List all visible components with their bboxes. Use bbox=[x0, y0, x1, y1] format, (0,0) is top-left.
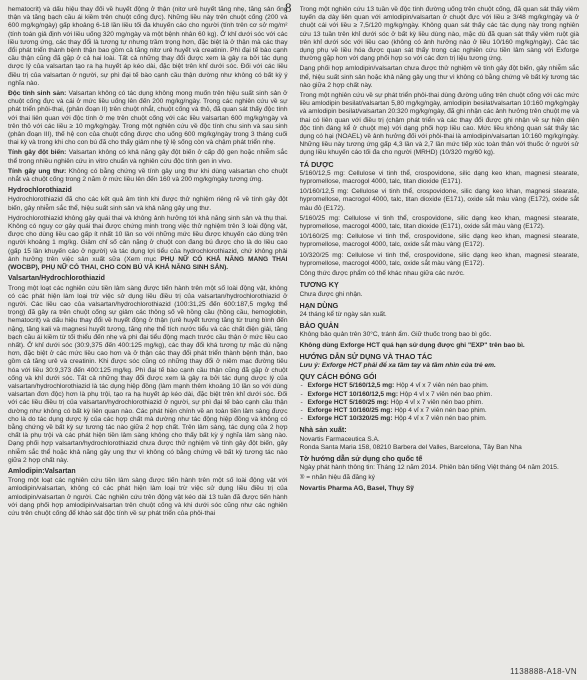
amlodipin-valsartan-paragraph: Trong một loạt các nghiên cứu tiền lâm sàng được tiến hành trên một số loài động vật với amlodipin/valsartan, không có các phát hiện làm loại trừ việc sử dụng liều điều trị của amlodipin/valsartan ở người. Các nghiên cứu trên động vật kéo dài 13 tuần đã được tiến hành với dạng phối hợp amlodipin/valsartan trên chuột cống và khi dưới sóc cũng như các nghiên cứu trên chuột cống để khảo sát độc tính về sự phát triển của phôi-thai bbox=[8, 477, 288, 517]
right-paragraph-3: Trong một nghiên cứu về sự phát triển phôi-thai dùng đường uống trên chuột cống với các mức liều amlodipin besilat/valsartan 5,80 mg/kg/ngày, amlodipin besilat/valsartan 10:160 mg/kg/ngày và amlodipin besilat/valsartan 20:320 mg/kg/ngày, đã ghi nhận các ảnh hưởng trên chuột mẹ và thai có liên quan với điều trị (chậm phát triển và các thay đổi được ghi nhận về sự hiện diện độc tính đáng kể ở chuột mẹ) với dạng phối hợp liều cao. Mức liều không quan sát thấy tác dụng có hại (NOAEL) về ảnh hưởng đối với phôi-thai là amlodipin/valsartan 10:160 mg/kg/ngày. Những liều này tương ứng gấp 4,3 lần và 2,7 lần mức tiếp xúc toàn thân với thuốc ở người sử dụng liều khuyến cáo tối đa cho người (MRHD) (10/320 mg/60 kg). bbox=[299, 92, 579, 157]
right-intro-paragraph: Trong một nghiên cứu 13 tuần về độc tính đường uống trên chuột cống, đã quan sát thấy viêm tuyến dạ dày liên quan với amlodipin/valsartan ở chuột đực với liều ≥ 3/48 mg/kg/ngày và ở chuột cái với liều ≥ 7,5/120 mg/kg/ngày. Không quan sát thấy các tác dụng này trong nghiên cứu 13 tuần trên khỉ dưới sóc ở bất kỳ liều dùng nào, mặc dù đã quan sát thấy viêm ruột già trên khỉ dưới sóc với liều cao (không có ảnh hưởng nào ở liều 10/160 mg/kg/ngày). Các tác dụng phụ về liều hóa được quan sát thấy trong các nghiên cứu tiền lâm sàng với Exforge thường gặp hơn với dạng phối hợp so với các đơn trị liệu tương ứng. bbox=[299, 6, 579, 63]
pack-item-name: Exforge HCT 5/160/12,5 mg: bbox=[307, 382, 395, 390]
packaging-list bbox=[300, 382, 580, 423]
left-intro-paragraph: hematocrit) và dấu hiệu thay đổi về huyết động ở thận (nitơ urê huyết tăng nhẹ, tăng sản ống thận và tăng bạch cầu ái kiềm trên chuột cống đực). Những liều này trên chuột cống (200 và 600 mg/kg/ngày) gấp khoảng 6-18 lần liều tối đa khuyến cáo cho người (tính trên cơ sở mg/m² (tính toán giả định với liều uống 320 mg/ngày và một bệnh nhân 60 kg). Ở khỉ dưới sóc với các liều tương ứng, các thay đổi là tương tự nhưng trầm trọng hơn, đặc biệt là ở thận mà các thay đổi phát triển thành bệnh thận bao gồm cả tăng nitơ urê huyết và creatinin. Phì đại tế bào cạnh cầu thận cũng đã gặp ở cả hai loài. Tất cả những thay đổi được xem là gây ra bởi tác dụng dược lý của valsartan tạo ra hạ huyết áp kéo dài, đặc biệt trên khỉ dưới sóc. Đối với các liều điều trị của valsartan ở người, sự phì đại tế bào cạnh cầu thận dường như không có bất kỳ ý nghĩa nào. bbox=[8, 6, 288, 87]
hctz-cross-reference: PHỤ NỮ CÓ KHẢ NĂNG MANG THAI (WOCBP), PHỤ NỮ CÓ THAI, CHO CON BÚ VÀ KHẢ NĂNG SINH SẢN). bbox=[8, 255, 288, 272]
leaflet-info-heading: Tờ hướng dẫn sử dụng cho quốc tế bbox=[299, 453, 423, 463]
left-column bbox=[8, 6, 288, 520]
hctz-paragraph-2-text: Hydrochlorothiazid không gây quái thai và không ảnh hưởng tới khả năng sinh sản và thụ thai. Không có nguy cơ gây quái thai được chứng minh trong việc thử nghiệm trên 3 loài động vật, được cho dùng liều cao gấp ít nhất 10 lần so với những mức liều được khuyến cáo dùng trên người khoảng 1 mg/kg. Giảm chỉ số cân nặng ở chuột con đang bú được cho là do liều cao (gấp 15 lần khuyến cáo ở người) và tác dụng lợi tiểu của hydrochlorothiazid, chứ không phải ảnh hưởng trên việc sản xuất sữa (Xem mục bbox=[8, 214, 288, 263]
pack-item-desc: Hộp 4 vỉ x 7 viên nén bao phim. bbox=[398, 390, 493, 398]
handling-heading: HƯỚNG DẪN SỬ DỤNG VÀ THAO TÁC bbox=[299, 351, 433, 361]
pack-item-desc: Hộp 4 vỉ x 7 viên nén bao phim. bbox=[392, 406, 487, 414]
storage-text: Không bảo quản trên 30°C, tránh ẩm. Giữ thuốc trong bao bì gốc. bbox=[299, 331, 492, 339]
pack-item bbox=[308, 382, 580, 390]
hctz-heading: Hydrochlorothiazid bbox=[8, 187, 72, 195]
page-number: 8 bbox=[285, 0, 292, 15]
excipients-10-320-25: 10/320/25 mg: Cellulose vi tinh thể, crospovidone, silic dạng keo khan, magnesi stearate, hypromellose, macrogol 4000, talc, oxide sắt màu vàng (E172). bbox=[299, 251, 579, 267]
mutagenicity-heading: Tính gây đột biến: bbox=[8, 149, 67, 157]
leaflet-issue-date: Ngày phát hành thông tin: Tháng 12 năm 2014. Phiên bản tiếng Việt tháng 04 năm 2015. bbox=[299, 464, 559, 472]
packaging-heading: QUY CÁCH ĐÓNG GÓI bbox=[299, 372, 377, 382]
excipients-10-160-25: 10/160/25 mg: Cellulose vi tinh thể, crospovidone, silic dạng keo khan, magnesi stearate, hypromellose, macrogol 4000, talc, oxide sắt màu vàng (E172). bbox=[299, 233, 579, 249]
pack-item-desc: Hộp 4 vỉ x 7 viên nén bao phim. bbox=[388, 398, 484, 406]
pack-item-name: Exforge HCT 10/320/25 mg: bbox=[307, 415, 393, 423]
excipients-note: Công thức được phẩm có thể khác nhau giữa các nước. bbox=[299, 270, 465, 278]
trademark-note: ® = nhãn hiệu đã đăng ký bbox=[299, 474, 375, 482]
pack-item bbox=[308, 391, 580, 399]
hctz-paragraph-1: Hydrochlorothiazid đã cho các kết quả âm tính khi được thử nghiệm riêng rẽ về tính gây đột biến, gây nhiễm sắc thể, hiệu suất sinh sản và khả năng gây ung thư. bbox=[8, 196, 288, 212]
incompatibilities-heading: TƯƠNG KỴ bbox=[299, 280, 339, 290]
valsartan-hctz-heading: Valsartan/Hydrochlorothiazid bbox=[8, 275, 105, 283]
excipients-5-160-25: 5/160/25 mg: Cellulose vi tinh thể, crospovidone, silic dạng keo khan, magnesi stearate, hypromellose, macrogol 4000, talc, titan dioxide (E171), oxide sắt màu vàng (E172). bbox=[299, 214, 579, 231]
excipients-10-160-12-5: 10/160/12,5 mg: Cellulose vi tinh thể, crospovidone, silic dạng keo khan, magnesi stearate, hypromellose, macrogol 4000, talc, titan dioxide (E171), oxide sắt màu vàng (E172), oxide sắt màu đỏ (E172). bbox=[299, 188, 579, 212]
pack-item bbox=[308, 415, 580, 423]
excipients-5-160-12-5: 5/160/12,5 mg: Cellulose vi tinh thể, crospovidone, silic dạng keo khan, magnesi stearate, hypromellose, macrogol 4000, talc, titan dioxide (E171). bbox=[299, 169, 579, 186]
pack-item-desc: Hộp 4 vỉ x 7 viên nén bao phim. bbox=[392, 415, 487, 423]
reproductive-toxicity-heading: Độc tính sinh sản: bbox=[8, 90, 67, 98]
right-column bbox=[300, 6, 580, 520]
pack-item-name: Exforge HCT 10/160/12,5 mg: bbox=[307, 390, 399, 398]
manufacturer-name: Novartis Farmaceutica S.A. bbox=[299, 435, 380, 443]
company-name: Novartis Pharma AG, Basel, Thụy Sỹ bbox=[299, 484, 414, 492]
handling-text: Lưu ý: Exforge HCT phải để xa tầm tay và tầm nhìn của trẻ em. bbox=[299, 361, 496, 369]
pack-item-desc: Hộp 4 vỉ x 7 viên nén bao phim. bbox=[394, 382, 489, 390]
two-column-body bbox=[8, 6, 579, 520]
valsartan-hctz-paragraph: Trong một loạt các nghiên cứu tiền lâm sàng được tiến hành trên một số loài động vật, không có các phát hiện làm loại trừ việc sử dụng liều điều trị của valsartan/hydrochlorothiazid ở người. Các liều cao của valsartan/hydrochlorothiazid (100:31,25 đến 600:187,5 mg/kg thể trọng) đã gây ra trên chuột cống sự giảm các thông số về hồng cầu (hồng cầu, hemoglobin, hematocrit) và dấu hiệu thay đổi về huyết động ở thận (urê huyết tương tăng từ trung bình đến nặng, tăng kali và magnesi huyết tương, tăng nhẹ thể tích nước tiểu và các chất điện giải, tăng bạch cầu ái kiềm từ tối thiểu đến nhẹ và phì đại tiểu động mạch trước cầu thận ở mức liều cao nhất). Ở khỉ dưới sóc (30:9,375 đến 400:125 mg/kg), các thay đổi khá tương tự mặc dù nặng hơn, đặc biệt ở các mức liều cao hơn và ở thận các thay đổi phát triển thành bệnh thận, bao gồm cả tăng urê và creatinin. Khi được sóc cũng có những thay đổi ở niêm mạc đường tiêu hóa với liều 30:9,373 đến 400:125 mg/kg. Phì đại tế bào cạnh cầu thận cũng đã gặp ở chuột cống và khỉ dưới sóc. Tất cả những thay đổi được xem là gây ra bởi tác dụng dược lý của valsartan/hydrochlorothiazid là tác dụng hiệp đồng (làm mạnh thêm khoảng 10 lần so với dùng valsartan đơn độc) hơn là phụ trội, tạo ra hạ huyết áp kéo dài, đặc biệt trên khỉ dưới sóc. Đối với các liều điều trị của valsartan/hydrochlorothiazid ở người, sự phì đại tế bào cạnh cầu thận dường như không có bất kỳ liên quan nào. Các phát hiện chính về an toàn tiền lâm sàng được cho là do tác dụng dược lý của các hợp chất mà dường như tác động hiệp đồng và không có bằng chứng về bất kỳ sự tương tác nào giữa 2 hợp chất. Trên lâm sàng, tác dụng của 2 hợp chất là phụ trội và các phát hiện tiền lâm sàng không cho thấy bất kỳ ý nghĩa lâm sàng nào. Dạng phối hợp valsartan/hydrochlorothiazid chưa được thử nghiệm về tính gây đột biến, gây nhiễm sắc thể hoặc khả năng gây ung thư vì không có bằng chứng về bất kỳ tương tác nào giữa 2 hợp chất này. bbox=[8, 284, 288, 464]
pack-item bbox=[308, 407, 580, 415]
storage-warning: Không dùng Exforge HCT quá hạn sử dụng được ghi "EXP" trên bao bì. bbox=[299, 341, 525, 349]
storage-heading: BẢO QUẢN bbox=[299, 321, 339, 331]
document-code: 1138888-A18-VN bbox=[510, 667, 577, 676]
amlodipin-valsartan-heading: Amlodipin:Valsartan bbox=[8, 467, 76, 475]
manufacturer-heading: Nhà sản xuất: bbox=[299, 425, 347, 435]
shelf-life-text: 24 tháng kể từ ngày sản xuất. bbox=[299, 310, 387, 318]
incompatibilities-text: Chưa được ghi nhận. bbox=[299, 290, 363, 298]
mutagenicity-text: Valsartan không có khả năng gây đột biến ở cấp độ gen hoặc nhiễm sắc thể trong nhiều nghiên cứu in vitro chuẩn và nghiên cứu độc tính gen in vivo. bbox=[8, 149, 288, 165]
mutagenicity-paragraph bbox=[8, 149, 288, 165]
hctz-paragraph-2 bbox=[8, 215, 288, 272]
pack-item-name: Exforge HCT 5/160/25 mg: bbox=[307, 398, 389, 406]
carcinogenicity-paragraph bbox=[8, 168, 288, 184]
manufacturer-address: Ronda Santa Maria 158, 08210 Barbera del Valles, Barcelona, Tây Ban Nha bbox=[299, 443, 522, 451]
right-paragraph-2: Dạng phối hợp amlodipin/valsartan chưa được thử nghiệm về tính gây đột biến, gây nhiễm sắc thể, hiệu suất sinh sản hoặc khả năng gây ung thư vì không có bằng chứng về bất kỳ tương tác nào giữa 2 hợp chất này. bbox=[299, 65, 579, 89]
reproductive-toxicity-paragraph bbox=[8, 90, 288, 147]
shelf-life-heading: HẠN DÙNG bbox=[299, 300, 339, 310]
carcinogenicity-heading: Tính gây ung thư: bbox=[8, 167, 67, 175]
reproductive-toxicity-text: Valsartan không có tác dụng không mong muốn trên hiệu suất sinh sản ở chuột cống đực và cái ở mức liều uống lên đến 200 mg/kg/ngày. Trong các nghiên cứu về sự phát triển phôi-thai, (phân đoạn II) trên chuột nhắt, chuột cống và thỏ, đã quan sát thấy độc tính với thai liên quan với độc tính ở mẹ trên chuột cống với các liều valsartan 600 mg/kg/ngày và trên thỏ với các liều ≥ 10 mg/kg/ngày. Trong một nghiên cứu về độc tính chu sinh và sau sinh (phân đoạn III), thế hệ con của chuột cống được cho uống 600 mg/kg/ngày trong 3 tháng cuối thai kỳ và trong khi cho con bú đã cho thấy giảm nhẹ tỷ lệ sống còn và chậm phát triển nhẹ. bbox=[8, 90, 288, 147]
carcinogenicity-text: Không có bằng chứng về tính gây ung thư khi dùng valsartan cho chuột nhắt và chuột cống trong 2 năm ở mức liều lên đến 160 và 200 mg/kg/ngày tương ứng. bbox=[8, 167, 288, 184]
excipients-heading: TÁ DƯỢC bbox=[299, 159, 334, 169]
pack-item bbox=[308, 399, 580, 407]
pack-item-name: Exforge HCT 10/160/25 mg: bbox=[307, 406, 393, 414]
